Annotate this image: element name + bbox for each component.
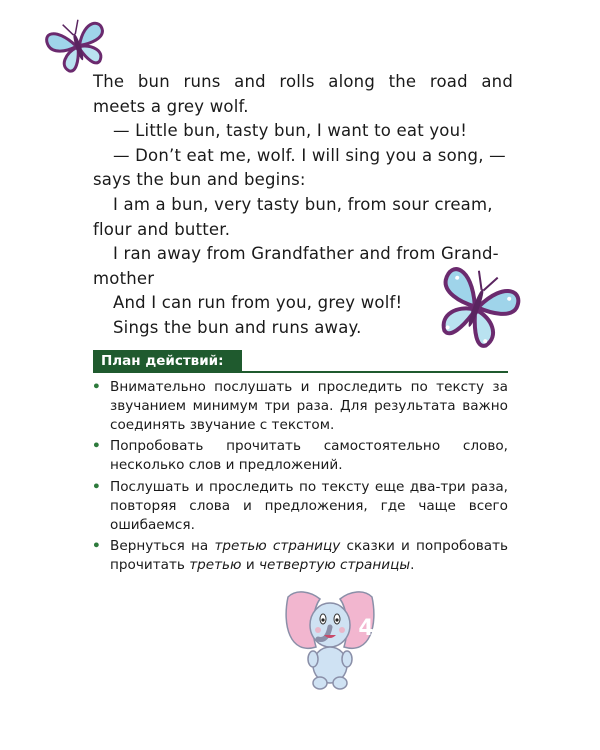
- story-line: I am a bun, very tasty bun, from sour cream,: [113, 194, 493, 214]
- plan-title: План действий:: [93, 350, 242, 372]
- story-line: mother: [93, 268, 155, 288]
- story-line: flour and butter.: [93, 219, 231, 239]
- plan-text-italic: третью страницу: [214, 538, 341, 555]
- plan-text-italic: третью: [189, 557, 242, 574]
- plan-item-text: Попробовать прочитать самостоятельно слово, несколько слов и предложений.: [110, 438, 508, 474]
- list-item: [88, 537, 508, 575]
- list-item: [88, 437, 508, 475]
- bullet-icon: •: [92, 478, 101, 495]
- story-line: — Little bun, tasty bun, I want to eat you!: [113, 121, 468, 141]
- story-line: meets a grey wolf.: [93, 96, 249, 116]
- plan-text-part: Вернуться на: [110, 538, 215, 555]
- plan-item-text: Послушать и проследить по тексту еще два-три раза, повторяя слова и предложения, где чаще всего ошибаемся.: [110, 478, 508, 533]
- story-line: says the bun and begins:: [93, 170, 306, 190]
- butterfly-top-icon: [42, 15, 114, 77]
- plan-divider: [93, 371, 508, 373]
- elephant-mascot-icon: [280, 585, 380, 695]
- plan-item-text: Внимательно послушать и проследить по тексту за звучанием минимум три раза. Для результата важно соединять звучание с текстом.: [110, 379, 508, 433]
- story-line: The bun runs and rolls along the road and: [93, 72, 513, 91]
- story-line: And I can run from you, grey wolf!: [113, 293, 403, 313]
- list-item: [88, 378, 508, 434]
- plan-text-part: сказки и попробовать прочитать: [110, 538, 508, 574]
- page-number: 4: [358, 616, 374, 641]
- plan-text-part: .: [410, 557, 415, 574]
- butterfly-right-icon: [428, 258, 524, 358]
- story-line: Sings the bun and runs away.: [113, 317, 362, 337]
- bullet-icon: •: [92, 438, 101, 455]
- bullet-icon: •: [92, 379, 101, 395]
- plan-text-part: и: [241, 557, 259, 574]
- plan-list: [88, 378, 508, 578]
- plan-item-text: [110, 537, 508, 575]
- bullet-icon: •: [92, 538, 101, 555]
- plan-text-italic: четвертую страницы: [258, 557, 411, 574]
- story-line: I ran away from Grandfather and from Grand-: [113, 244, 499, 264]
- list-item: [88, 478, 508, 534]
- story-line: — Don’t eat me, wolf. I will sing you a song, —: [113, 145, 506, 165]
